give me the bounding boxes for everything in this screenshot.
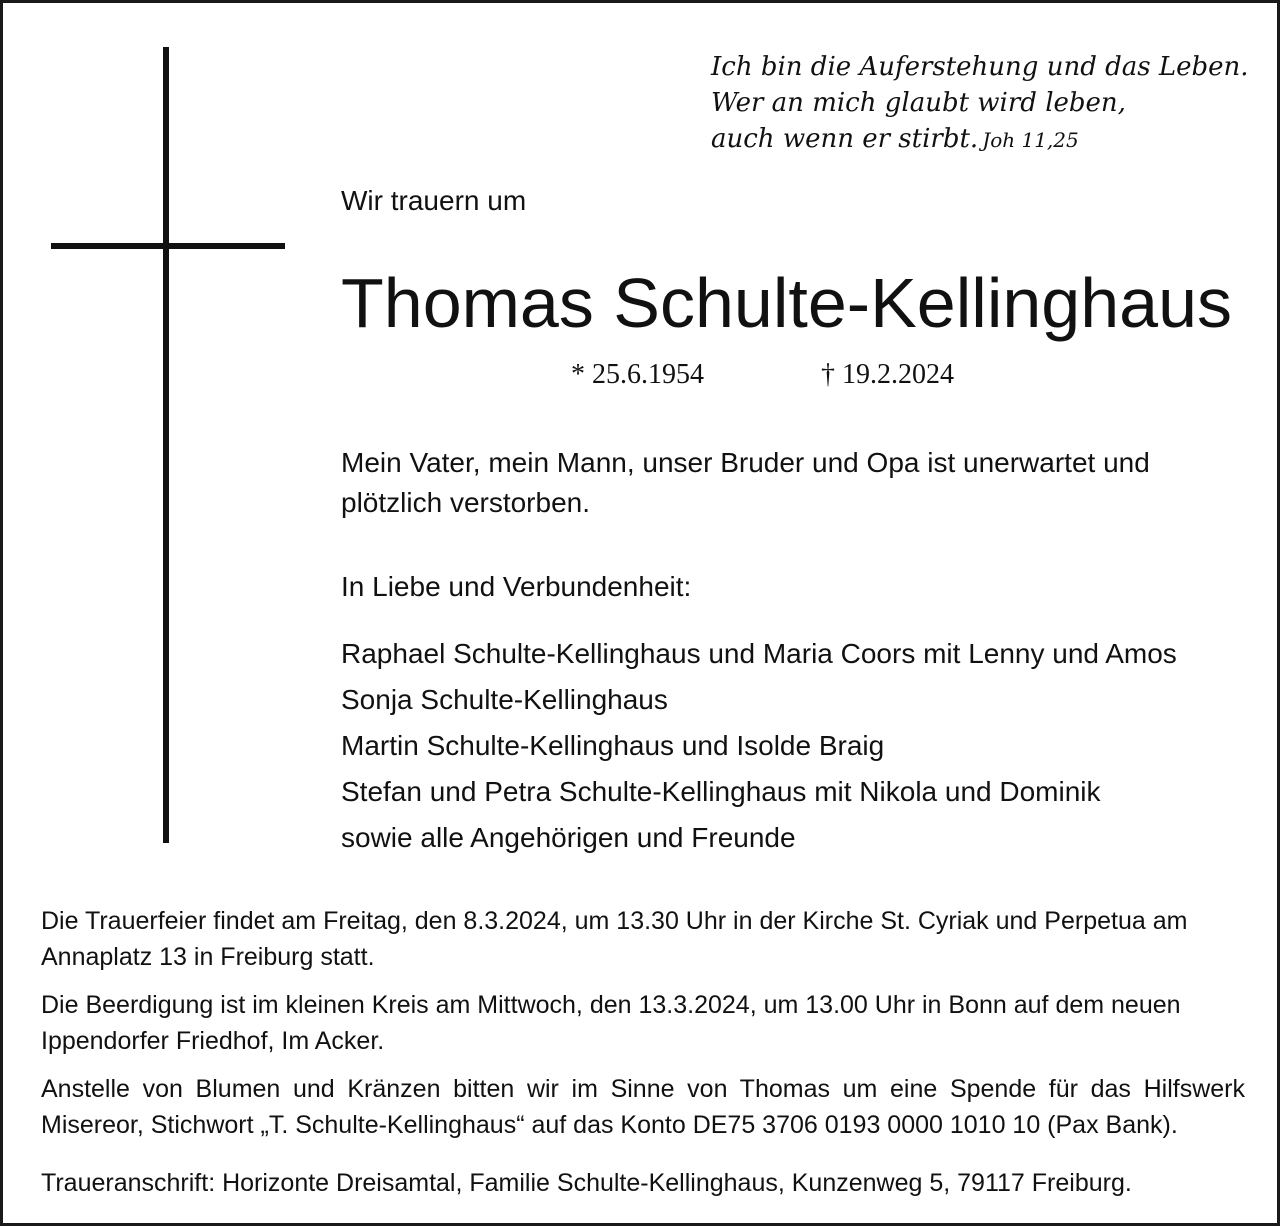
mourning-address: Traueranschrift: Horizonte Dreisamtal, Familie Schulte-Kellinghaus, Kunzenweg 5, 79117 Freiburg. [41,1169,1132,1197]
quote-reference: Joh 11,25 [982,128,1079,152]
quote-line-2: Wer an mich glaubt wird leben, [711,88,1126,118]
burial-notice: Die Beerdigung ist im kleinen Kreis am Mittwoch, den 13.3.2024, um 13.00 Uhr in Bonn auf dem neuen Ippendorfer Friedhof, Im Acker. [41,991,1181,1055]
mourner-item: Raphael Schulte-Kellinghaus und Maria Coors mit Lenny und Amos [341,638,1177,669]
donation-notice: Anstelle von Blumen und Kränzen bitten wir im Sinne von Thomas um eine Spende für das Hilfswerk Misereor, Stichwort „T. Schulte-Kellinghaus“ auf das Konto DE75 3706 0193 0000 1010 10 (Pax Bank). [41,1075,1245,1139]
mourner-item: sowie alle Angehörigen und Freunde [341,822,796,853]
funeral-service-notice: Die Trauerfeier findet am Freitag, den 8.3.2024, um 13.30 Uhr in der Kirche St. Cyriak und Perpetua am Annaplatz 13 in Freiburg statt. [41,907,1188,971]
quote-line-1: Ich bin die Auferstehung und das Leben. [711,52,1249,82]
mourner-item: Martin Schulte-Kellinghaus und Isolde Braig [341,730,885,761]
quote-line-3 [711,121,1249,158]
death-message: Mein Vater, mein Mann, unser Bruder und Opa ist unerwartet und plötzlich verstorben. [341,447,1150,518]
cross-horizontal-bar [51,243,285,249]
mourners-list [341,631,1241,861]
cross-icon [51,47,285,843]
quote-line-3-text: auch wenn er stirbt. [711,124,979,154]
intro-text: Wir trauern um [341,185,527,216]
birth-date: * 25.6.1954 [571,359,704,390]
mourner-item: Stefan und Petra Schulte-Kellinghaus mit Nikola und Dominik [341,776,1101,807]
cross-vertical-bar [163,47,169,843]
deceased-name: Thomas Schulte-Kellinghaus [341,264,1233,342]
bible-quote [711,49,1249,158]
death-date: † 19.2.2024 [821,359,954,390]
mourner-item: Sonja Schulte-Kellinghaus [341,684,668,715]
greeting-line: In Liebe und Verbundenheit: [341,571,692,602]
